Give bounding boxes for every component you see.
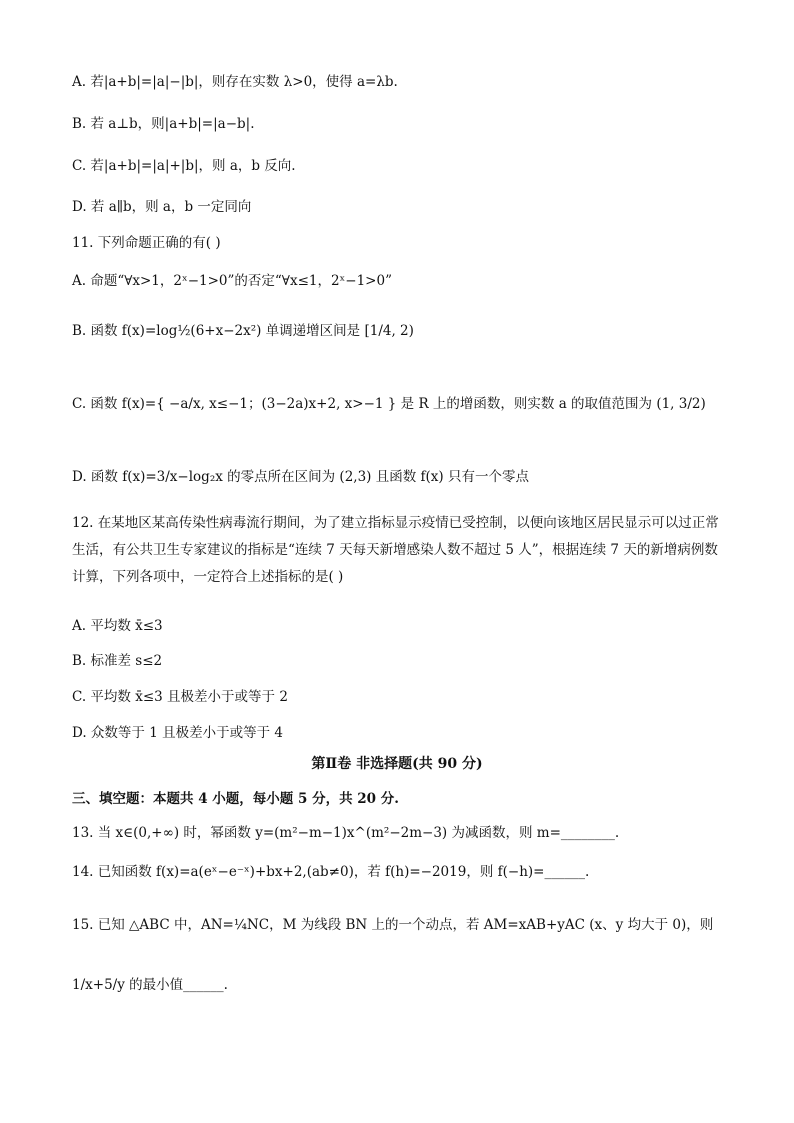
q12-option-a: A. 平均数 x̄≤3 xyxy=(72,618,163,634)
q11-option-d: D. 函数 f(x)=3/x−log₂x 的零点所在区间为 (2,3) 且函数 f(x) 只有一个零点 xyxy=(72,469,529,485)
q14: 14. 已知函数 f(x)=a(eˣ−e⁻ˣ)+bx+2,(ab≠0)，若 f(h)=−2019，则 f(−h)=______. xyxy=(72,864,590,880)
q11-option-b: B. 函数 f(x)=log½(6+x−2x²) 单调递增区间是 [1/4, 2) xyxy=(72,323,414,339)
q10-option-a: A. 若|a+b|=|a|−|b|，则存在实数 λ>0，使得 a=λb. xyxy=(72,74,398,90)
q15-part2: 1/x+5/y 的最小值______. xyxy=(72,977,228,993)
q13: 13. 当 x∈(0,+∞) 时，幂函数 y=(m²−m−1)x^(m²−2m−3) 为减函数，则 m=________. xyxy=(72,825,620,841)
q12-option-c: C. 平均数 x̄≤3 且极差小于或等于 2 xyxy=(72,689,288,705)
q11-option-c: C. 函数 f(x)={ −a/x, x≤−1；(3−2a)x+2, x>−1 } 是 R 上的增函数，则实数 a 的取值范围为 (1, 3/2) xyxy=(72,396,706,412)
q15-part1: 15. 已知 △ABC 中，AN=¼NC，M 为线段 BN 上的一个动点，若 AM=xAB+yAC (x、y 均大于 0)，则 xyxy=(72,917,714,933)
q12-option-d: D. 众数等于 1 且极差小于或等于 4 xyxy=(72,725,283,741)
q10-option-b: B. 若 a⊥b，则|a+b|=|a−b|. xyxy=(72,116,255,132)
q12-stem: 12. 在某地区某高传染性病毒流行期间，为了建立指标显示疫情已受控制，以便向该地区居民显示可以过正常生活，有公共卫生专家建议的指标是“连续 7 天每天新增感染人数不超过 5 人”，根据连续 7 天的新增病例数计算，下列各项中，一定符合上述指标的是( ) xyxy=(72,515,719,585)
section-title: 第Ⅱ卷 非选择题(共 90 分) xyxy=(311,756,483,772)
q11-stem: 11. 下列命题正确的有( ) xyxy=(72,235,221,251)
q12-option-b: B. 标准差 s≤2 xyxy=(72,653,163,669)
fill-in-header: 三、填空题：本题共 4 小题，每小题 5 分，共 20 分. xyxy=(72,791,399,807)
q10-option-c: C. 若|a+b|=|a|+|b|，则 a，b 反向. xyxy=(72,158,296,174)
q10-option-d: D. 若 a∥b，则 a，b 一定同向 xyxy=(72,199,252,215)
q11-option-a: A. 命题“∀x>1，2ˣ−1>0”的否定“∀x≤1，2ˣ−1>0” xyxy=(72,273,392,289)
